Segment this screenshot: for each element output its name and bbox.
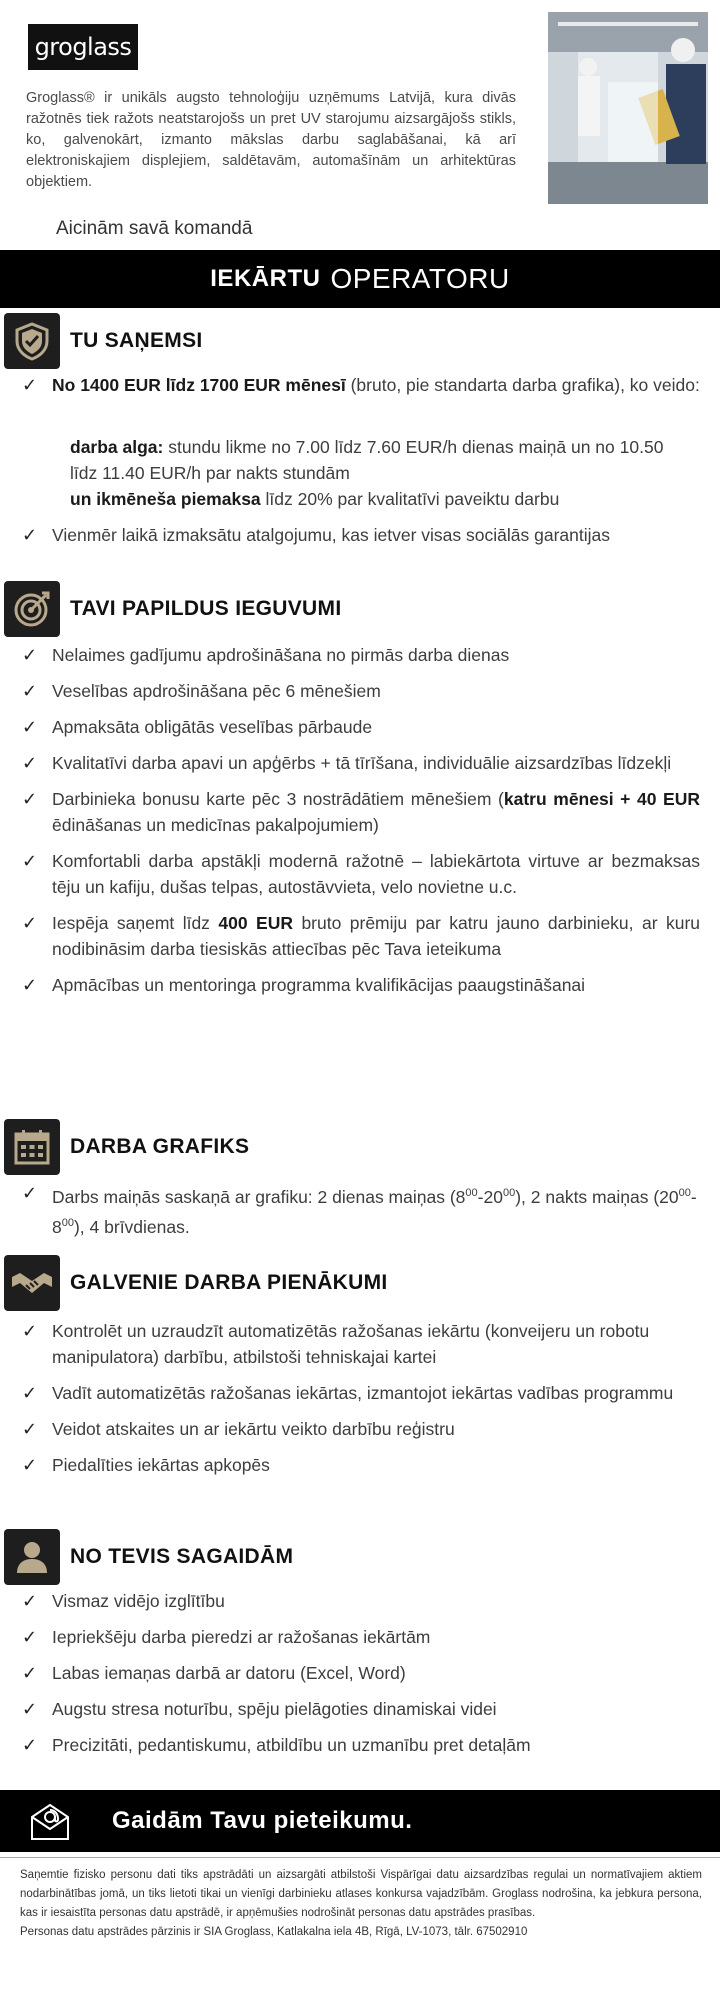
checkmark-icon: ✓ xyxy=(22,525,38,545)
company-intro: Groglass® ir unikāls augsto tehnoloģiju uzņēmums Latvijā, kura divās ražotnēs tiek ražots neatstarojošs un pret UV starojumu aizsargājošs stikls, ko, galvenokārt, izmanto mākslas darbu saglabāšanai, kā arī elektroniskajiem displejiem, saldētavām, automašīnām un arhitektūras objektiem. xyxy=(26,90,516,190)
section-benefits-header xyxy=(0,580,720,638)
handshake-icon xyxy=(4,1255,60,1311)
checkmark-icon: ✓ xyxy=(22,1383,38,1403)
list-item-text: Augstu stresa noturību, spēju pielāgoties dinamiskai videi xyxy=(52,1699,497,1719)
duties-list xyxy=(20,1318,700,1488)
checkmark-icon: ✓ xyxy=(22,1663,38,1683)
job-title-bold: IEKĀRTU xyxy=(210,265,321,292)
section-duties-title: GALVENIE DARBA PIENĀKUMI xyxy=(70,1271,388,1294)
referral-text: Iespēja saņemt līdz xyxy=(52,913,210,933)
list-item xyxy=(20,1696,700,1722)
checkmark-icon: ✓ xyxy=(22,375,38,395)
person-icon xyxy=(4,1529,60,1585)
bonus-detail: līdz 20% par kvalitatīvi paveiktu darbu xyxy=(265,489,560,509)
list-item xyxy=(20,1588,700,1614)
checkmark-icon: ✓ xyxy=(22,753,38,773)
disclaimer-text: Saņemtie fizisko personu dati tiks apstrādāti un aizsargāti atbilstoši Vispārīgai datu aizsardzības regulai un normatīvajiem aktiem nodarbinātības jomā, un tiks lietoti tikai un vienīgi darbinieku atlases konkursa vajadzībām. Groglass nodrošina, ka jebkura persona, kas ir iesaistīta personas datu apstrādē, ir apņēmušies nodrošināt personas datu apstrādes prasības. xyxy=(20,1869,702,1919)
checkmark-icon: ✓ xyxy=(22,1627,38,1647)
list-item xyxy=(20,372,700,398)
list-item xyxy=(20,714,700,740)
envelope-at-icon xyxy=(28,1799,72,1843)
checkmark-icon: ✓ xyxy=(22,1321,38,1341)
salary-range: No 1400 EUR līdz 1700 EUR mēnesī xyxy=(52,375,346,395)
list-item-text: Nelaimes gadījumu apdrošināšana no pirmās darba dienas xyxy=(52,645,510,665)
checkmark-icon: ✓ xyxy=(22,717,38,737)
salary-note: (bruto, pie standarta darba grafika), ko veido: xyxy=(350,375,700,395)
factory-worker-photo xyxy=(548,12,708,204)
section-expect-title: NO TEVIS SAGAIDĀM xyxy=(70,1545,294,1568)
invite-text: Aicinām savā komandā xyxy=(56,218,253,239)
list-item xyxy=(20,1180,700,1240)
list-item xyxy=(20,678,700,704)
list-item-text: Kvalitatīvi darba apavi un apģērbs + tā tīrīšana, individuālie aizsardzības līdzekļi xyxy=(52,753,672,773)
section-get-title: TU SAŅEMSI xyxy=(70,329,203,352)
section-expect-header xyxy=(0,1528,720,1586)
list-item xyxy=(20,522,700,548)
expect-list xyxy=(20,1588,700,1768)
checkmark-icon: ✓ xyxy=(22,913,38,933)
list-item-text: Vismaz vidējo izglītību xyxy=(52,1591,225,1611)
checkmark-icon: ✓ xyxy=(22,1183,38,1203)
list-item xyxy=(20,1452,700,1478)
list-item-text: Kontrolēt un uzraudzīt automatizētās ražošanas iekārtu (konveijeru un robotu manipulatora) darbību, atbilstoši tehniskajai kartei xyxy=(52,1321,650,1367)
referral-detail: bruto prēmiju par katru jauno darbinieku, ar kuru nodibināsim darba tiesiskās attiecības pēc Tava ieteikuma xyxy=(52,913,700,959)
schedule-list xyxy=(20,1180,700,1250)
privacy-disclaimer xyxy=(20,1866,702,1942)
list-item xyxy=(20,1380,700,1406)
checkmark-icon: ✓ xyxy=(22,1591,38,1611)
salary-breakdown xyxy=(70,434,690,512)
list-item xyxy=(20,642,700,668)
section-schedule-title: DARBA GRAFIKS xyxy=(70,1135,250,1158)
get-list-2 xyxy=(20,522,700,558)
list-item xyxy=(20,1660,700,1686)
bonus-card-detail: ēdināšanas un medicīnas pakalpojumiem) xyxy=(52,815,379,835)
apply-banner xyxy=(0,1790,720,1852)
checkmark-icon: ✓ xyxy=(22,851,38,871)
list-item-text: Labas iemaņas darbā ar datoru (Excel, Word) xyxy=(52,1663,406,1683)
list-item-text: Apmaksāta obligātās veselības pārbaude xyxy=(52,717,373,737)
list-item-text: Veidot atskaites un ar iekārtu veikto darbību reģistru xyxy=(52,1419,455,1439)
wage-label: darba alga: xyxy=(70,437,164,457)
list-item xyxy=(20,1416,700,1442)
calendar-icon xyxy=(4,1119,60,1175)
list-item xyxy=(20,1732,700,1758)
job-title-light: OPERATORU xyxy=(330,263,510,294)
checkmark-icon: ✓ xyxy=(22,1419,38,1439)
list-item-text: Vienmēr laikā izmaksātu atalgojumu, kas ietver visas sociālās garantijas xyxy=(52,525,610,545)
checkmark-icon: ✓ xyxy=(22,1699,38,1719)
list-item-text: Piedalīties iekārtas apkopēs xyxy=(52,1455,270,1475)
groglass-logo: groglass xyxy=(28,24,138,70)
referral-amount: 400 EUR xyxy=(218,913,293,933)
list-item xyxy=(20,1318,700,1370)
section-benefits-title: TAVI PAPILDUS IEGUVUMI xyxy=(70,597,342,620)
benefits-list xyxy=(20,642,700,1008)
job-title-banner xyxy=(0,250,720,308)
list-item xyxy=(20,786,700,838)
apply-cta: Gaidām Tavu pieteikumu. xyxy=(112,1807,413,1834)
data-controller-text: Personas datu apstrādes pārzinis ir SIA Groglass, Katlakalna iela 4B, Rīgā, LV-1073, tālr. 67502910 xyxy=(20,1926,528,1938)
list-item xyxy=(20,750,700,776)
get-list xyxy=(20,372,700,408)
section-get-header xyxy=(0,312,720,370)
bonus-card-amount: katru mēnesi + 40 EUR xyxy=(503,789,701,809)
list-item-text: Iepriekšēju darba pieredzi ar ražošanas iekārtām xyxy=(52,1627,431,1647)
bonus-card-text: Darbinieka bonusu karte pēc 3 nostrādātiem mēnešiem ( xyxy=(52,789,504,809)
checkmark-icon: ✓ xyxy=(22,1735,38,1755)
checkmark-icon: ✓ xyxy=(22,1455,38,1475)
checkmark-icon: ✓ xyxy=(22,789,38,809)
schedule-text: Darbs maiņās saskaņā ar grafiku: 2 dienas maiņas $(8^{00}-20^{00})$, 2 nakts maiņas $(20^{00}-8^{00})$, 4 brīvdienas. xyxy=(52,1186,697,1237)
target-icon xyxy=(4,581,60,637)
checkmark-icon: ✓ xyxy=(22,645,38,665)
divider xyxy=(0,1857,720,1858)
list-item-text: Precizitāti, pedantiskumu, atbildību un uzmanību pret detaļām xyxy=(52,1735,531,1755)
list-item xyxy=(20,972,700,998)
section-schedule-header xyxy=(0,1118,720,1176)
list-item xyxy=(20,848,700,900)
list-item xyxy=(20,910,700,962)
wage-detail: stundu likme no 7.00 līdz 7.60 EUR/h dienas maiņā un no 10.50 līdz 11.40 EUR/h par nakts stundām xyxy=(70,437,664,483)
shield-check-icon xyxy=(4,313,60,369)
list-item-text: Veselības apdrošināšana pēc 6 mēnešiem xyxy=(52,681,381,701)
list-item-text: Apmācības un mentoringa programma kvalifikācijas paaugstināšanai xyxy=(52,975,586,995)
list-item-text: Vadīt automatizētās ražošanas iekārtas, izmantojot iekārtas vadības programmu xyxy=(52,1383,674,1403)
list-item xyxy=(20,1624,700,1650)
checkmark-icon: ✓ xyxy=(22,975,38,995)
section-duties-header xyxy=(0,1254,720,1312)
bonus-label: un ikmēneša piemaksa xyxy=(70,489,261,509)
checkmark-icon: ✓ xyxy=(22,681,38,701)
list-item-text: Komfortabli darba apstākļi modernā ražotnē – labiekārtota virtuve ar bezmaksas tēju un kafiju, dušas telpas, autostāvvieta, velo novietne u.c. xyxy=(52,851,700,897)
